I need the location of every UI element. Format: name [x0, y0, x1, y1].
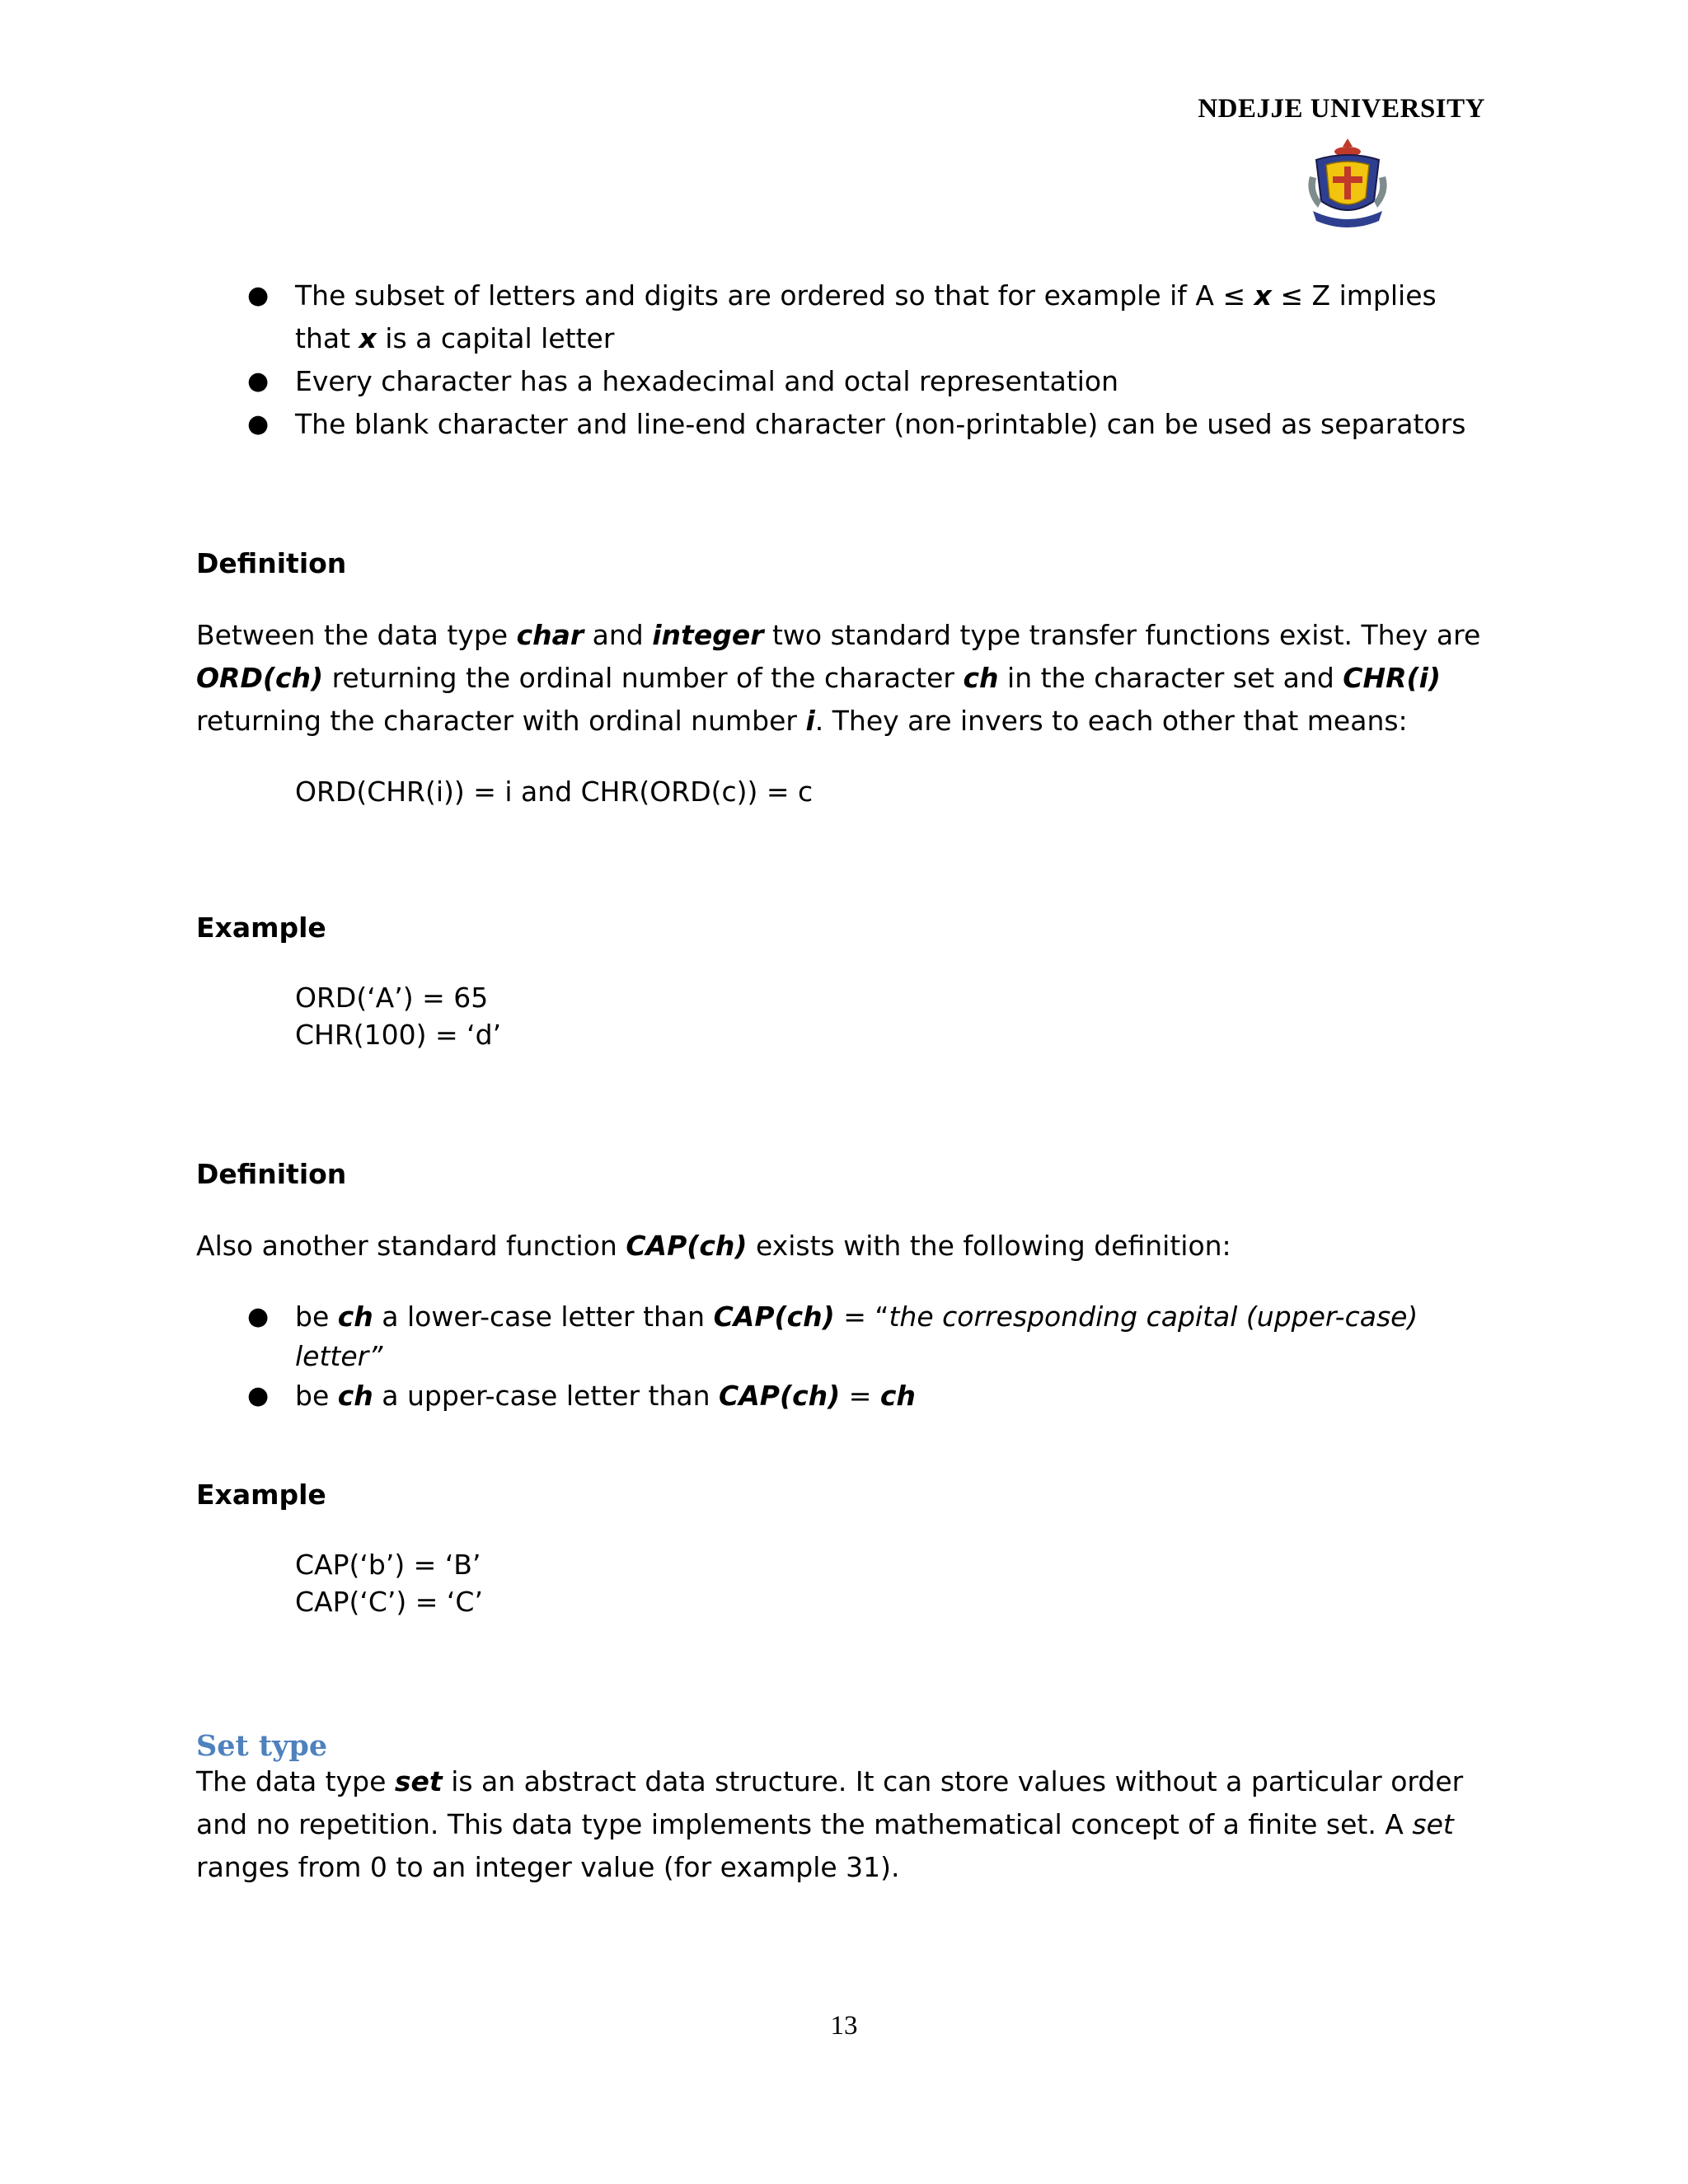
list-item: ● be ch a lower-case letter than CAP(ch) = “the corresponding capital (upper-case) letter” [196, 1297, 1490, 1376]
definition-heading: Definition [196, 1158, 347, 1190]
example-line: CAP(‘C’) = ‘C’ [295, 1586, 483, 1618]
list-item: ● The blank character and line-end character (non-printable) can be used as separators [196, 403, 1490, 446]
example-heading: Example [196, 912, 326, 944]
cap-bullet-list [196, 1297, 1490, 1416]
example-line: ORD(‘A’) = 65 [295, 982, 489, 1014]
bullet-icon: ● [247, 281, 270, 310]
example-line: CAP(‘b’) = ‘B’ [295, 1549, 481, 1581]
page-number: 13 [830, 2011, 858, 2041]
example-line: CHR(100) = ‘d’ [295, 1019, 502, 1051]
top-bullet-list [196, 274, 1490, 446]
definition-paragraph: Between the data type char and integer two standard type transfer functions exist. They are ORD(ch) returning the ordinal number of the character ch in the character set and CHR(i) returning the character with ordinal number i. They are invers to each other that means: [196, 619, 1481, 737]
section-title: Set type [196, 1729, 328, 1763]
example-heading: Example [196, 1479, 326, 1511]
list-item: ● The subset of letters and digits are ordered so that for example if A ≤ x ≤ Z implies that x is a capital letter [196, 274, 1490, 360]
university-name: NDEJJE UNIVERSITY [1198, 94, 1485, 124]
bullet-icon: ● [247, 410, 270, 438]
list-item: ● be ch a upper-case letter than CAP(ch) = ch [196, 1376, 1490, 1416]
definition-paragraph: Also another standard function CAP(ch) exists with the following definition: [196, 1230, 1231, 1262]
bullet-icon: ● [247, 367, 270, 396]
bullet-icon: ● [247, 1381, 270, 1410]
university-crest-icon [1298, 135, 1397, 234]
bullet-icon: ● [247, 1302, 270, 1331]
list-item: ● Every character has a hexadecimal and octal representation [196, 360, 1490, 403]
formula-line: ORD(CHR(i)) = i and CHR(ORD(c)) = c [295, 776, 814, 808]
set-type-paragraph: The data type set is an abstract data structure. It can store values without a particular order and no repetition. This data type implements the mathematical concept of a finite set. A set ranges from 0 to an integer value (for example 31). [196, 1765, 1464, 1883]
definition-heading: Definition [196, 547, 347, 579]
